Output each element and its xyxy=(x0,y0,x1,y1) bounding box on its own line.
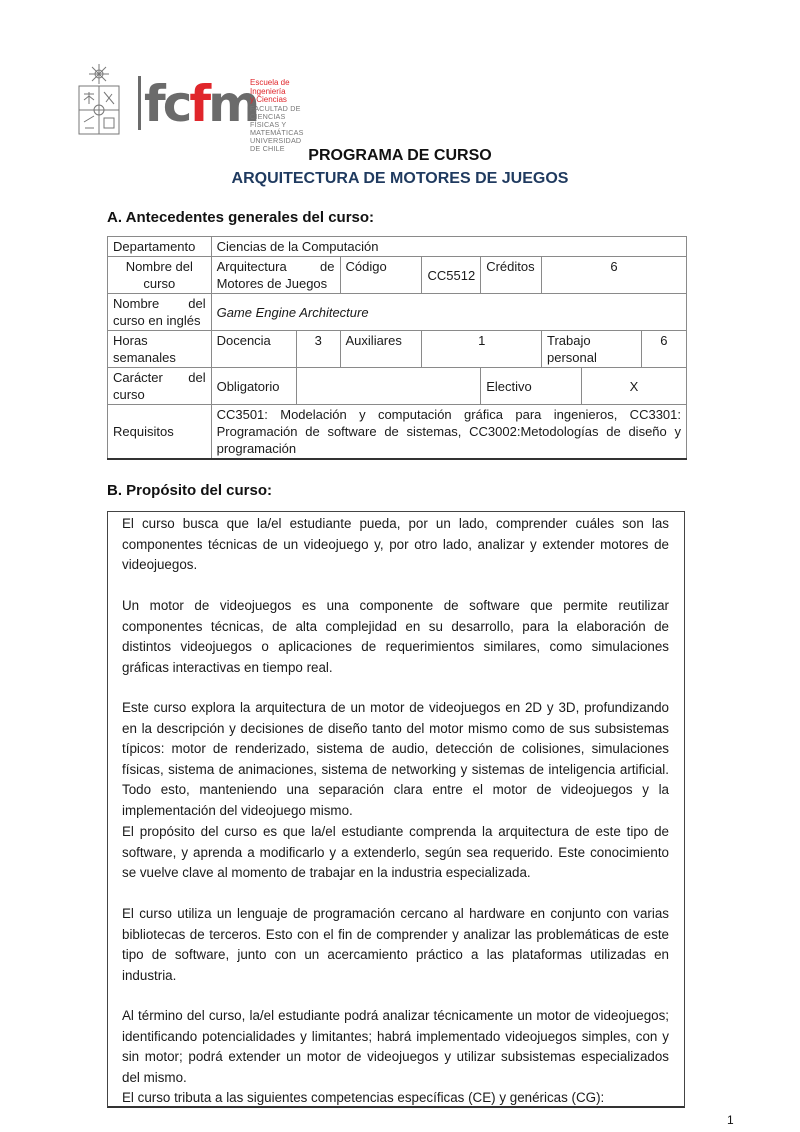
course-info-table xyxy=(107,236,687,460)
row-caracter xyxy=(108,368,687,405)
requisitos-label: Requisitos xyxy=(108,405,212,460)
purpose-paragraph-4: El propósito del curso es que la/el estudiante comprenda la arquitectura de este tipo de software, y aprenda a modificarlo y a extenderlo, según sea requerido. Este conocimiento se vuelve clave al momento de trabajar en la industria especializada. xyxy=(122,824,669,880)
row-nombre-ingles xyxy=(108,294,687,331)
purpose-paragraph-5: El curso utiliza un lenguaje de programación cercano al hardware en conjunto con varias bibliotecas de terceros. Esto con el fin de comprender y analizar las problemáticas de este tipo de software, junto con un acercamiento práctico a las plataformas utilizadas en industria. xyxy=(122,906,669,983)
purpose-paragraph-2: Un motor de videojuegos es una componente de software que permite reutilizar componentes técnicas, de alta complejidad en su desarrollo, para la elaboración de distintos videojuegos o aplicaciones de requerimientos similares, como simulaciones gráficas interactivas en tiempo real. xyxy=(122,598,669,675)
school-line-2: y Ciencias xyxy=(250,95,287,105)
row-horas xyxy=(108,331,687,368)
section-a-heading: A. Antecedentes generales del curso: xyxy=(107,209,375,226)
purpose-paragraph-7: El curso tributa a las siguientes competencias específicas (CE) y genéricas (CG): xyxy=(122,1090,605,1105)
docencia-value: 3 xyxy=(297,331,341,368)
row-requisitos xyxy=(108,405,687,460)
codigo-label: Código xyxy=(340,257,422,294)
auxiliares-value: 1 xyxy=(422,331,542,368)
obligatorio-value xyxy=(297,368,481,405)
creditos-value: 6 xyxy=(541,257,686,294)
fcfm-logo xyxy=(72,64,304,153)
nombre-ingles-label: Nombre del curso en inglés xyxy=(108,294,212,331)
obligatorio-label: Obligatorio xyxy=(211,368,296,405)
logo-institution-text xyxy=(250,79,304,153)
nombre-value: Arquitectura de Motores de Juegos xyxy=(211,257,340,294)
trabajo-label: Trabajo personal xyxy=(541,331,641,368)
faculty-line-2: FÍSICAS Y MATEMÁTICAS xyxy=(250,119,304,137)
section-b-heading: B. Propósito del curso: xyxy=(107,482,273,499)
horas-label: Horas semanales xyxy=(108,331,212,368)
nombre-ingles-value: Game Engine Architecture xyxy=(211,294,686,331)
row-nombre xyxy=(108,257,687,294)
electivo-value: X xyxy=(581,368,686,405)
university-crest-icon xyxy=(76,64,122,138)
docencia-label: Docencia xyxy=(211,331,296,368)
course-title: ARQUITECTURA DE MOTORES DE JUEGOS xyxy=(231,170,569,187)
trabajo-value: 6 xyxy=(641,331,686,368)
logo-wordmark: fcfm xyxy=(144,75,258,133)
row-departamento xyxy=(108,237,687,257)
departamento-value: Ciencias de la Computación xyxy=(211,237,686,257)
logo-divider xyxy=(138,76,141,130)
nombre-label: Nombre del curso xyxy=(108,257,212,294)
departamento-label: Departamento xyxy=(108,237,212,257)
purpose-box xyxy=(107,511,685,1108)
codigo-value: CC5512 xyxy=(422,257,481,294)
purpose-paragraph-6: Al término del curso, la/el estudiante podrá analizar técnicamente un motor de videojuegos; identificando potencialidades y limitantes; habrá implementado videojuegos simples, con y sin motor; podrá extender un motor de videojuegos y utilizar subsistemas especializados del mismo. xyxy=(122,1008,669,1085)
creditos-label: Créditos xyxy=(481,257,542,294)
faculty-line-3: UNIVERSIDAD DE CHILE xyxy=(250,135,302,153)
page-number: 1 xyxy=(727,1113,734,1127)
auxiliares-label: Auxiliares xyxy=(340,331,422,368)
document-title: PROGRAMA DE CURSO xyxy=(308,147,492,164)
requisitos-value: CC3501: Modelación y computación gráfica para ingenieros, CC3301: Programación de software de sistemas, CC3002:Metodologías de diseño y programación xyxy=(211,405,686,460)
school-line-1: Escuela de Ingeniería xyxy=(250,78,290,96)
purpose-paragraph-1: El curso busca que la/el estudiante pueda, por un lado, comprender cuáles son las componentes técnicas de un videojuego y, por otro lado, analizar y extender motores de videojuegos. xyxy=(122,516,669,572)
caracter-label: Carácter del curso xyxy=(108,368,212,405)
faculty-line-1: FACULTAD DE CIENCIAS xyxy=(250,103,301,121)
electivo-label: Electivo xyxy=(481,368,582,405)
purpose-paragraph-3: Este curso explora la arquitectura de un motor de videojuegos en 2D y 3D, profundizando en la descripción y decisiones de diseño tanto del motor mismo como de sus subsistemas típicos: motor de renderizado, sistema de audio, detección de colisiones, simulaciones físicas, sistema de animaciones, sistema de networking y sistemas de inteligencia artificial. Todo esto, manteniendo una separación clara entre el motor de videojuegos y la implementación del videojuego mismo. xyxy=(122,700,669,818)
